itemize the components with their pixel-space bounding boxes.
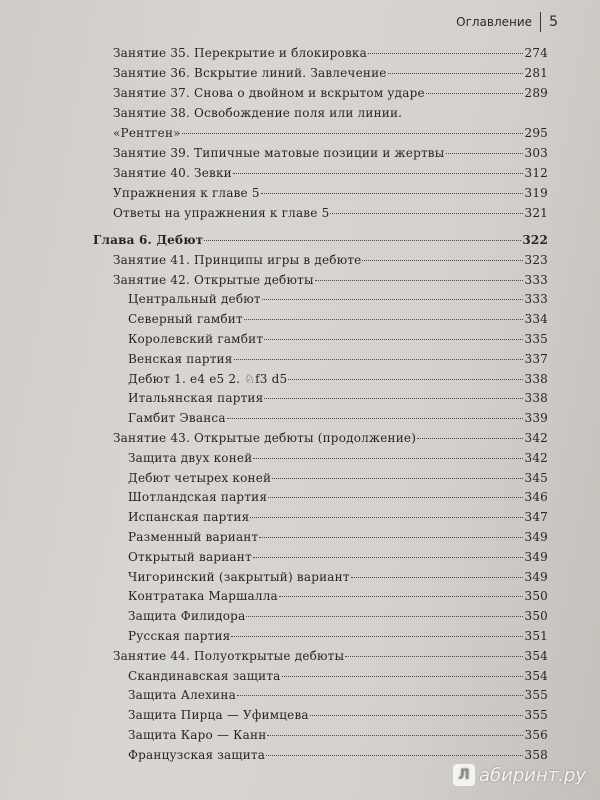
toc-entry-page: 345 <box>524 470 548 485</box>
toc-entry-title: Контратака Маршалла <box>128 589 278 604</box>
toc-entry-page: 312 <box>524 166 548 180</box>
toc-entry-title: Центральный дебют <box>128 292 261 307</box>
toc-entry-title: Занятие 37. Снова о двойном и вскрытом ударе <box>113 86 425 100</box>
toc-row <box>128 728 548 742</box>
dot-leader <box>237 694 524 696</box>
dot-leader <box>261 192 524 194</box>
toc-entry-page: 349 <box>524 530 548 544</box>
dot-leader <box>267 734 523 736</box>
dot-leader <box>250 516 523 518</box>
toc-entry-page: 338 <box>524 391 548 406</box>
toc-entry-page: 339 <box>524 411 548 426</box>
dot-leader <box>268 496 523 498</box>
toc-chapter-row <box>93 233 548 247</box>
toc-row <box>128 451 548 465</box>
toc-entry-page: 350 <box>524 589 548 604</box>
dot-leader <box>330 212 523 214</box>
toc-entry-page: 323 <box>524 252 548 267</box>
toc-entry-page: 349 <box>524 569 548 584</box>
toc-entry-page: 333 <box>524 292 548 307</box>
toc-row <box>128 292 548 306</box>
dot-leader <box>282 675 524 677</box>
toc-row <box>128 352 548 366</box>
toc-entry-page: 351 <box>524 629 548 643</box>
toc-entry-title: Чигоринский (закрытый) вариант <box>128 569 350 584</box>
toc-row <box>113 206 548 220</box>
toc-entry-title: Итальянская партия <box>128 391 264 406</box>
header-title: Оглавление <box>456 15 533 29</box>
toc-entry-title: Гамбит Эванса <box>128 411 226 426</box>
toc-entry-title: Занятие 42. Открытые дебюты <box>113 272 314 287</box>
toc-entry-title: Северный гамбит <box>128 312 243 327</box>
dot-leader <box>426 92 524 94</box>
toc-entry-page: 319 <box>524 186 548 200</box>
dot-leader <box>204 239 521 241</box>
toc-entry-title: Дебют четырех коней <box>128 470 272 485</box>
dot-leader <box>417 437 523 439</box>
dot-leader <box>244 318 524 320</box>
toc-row <box>128 570 548 584</box>
toc-entry-page: 354 <box>524 648 548 663</box>
toc-row <box>128 609 548 623</box>
toc-row <box>113 273 548 287</box>
toc-row <box>113 146 548 160</box>
toc-entry-title: Шотландская партия <box>128 490 268 505</box>
toc-entry-title: Дебют 1. e4 e5 2. ♘f3 d5 <box>128 371 288 386</box>
toc-entry-page: 334 <box>524 312 548 327</box>
toc-entry-title: Французская защита <box>128 747 266 762</box>
dot-leader <box>262 298 524 300</box>
dot-leader <box>234 358 524 360</box>
toc-entry-title: Защита Каро — Канн <box>128 728 267 742</box>
toc-entry-title: Открытый вариант <box>128 549 252 564</box>
toc-row <box>113 86 548 100</box>
toc-entry-page: 346 <box>524 490 548 505</box>
toc-entry-page: 354 <box>524 668 548 683</box>
toc-row <box>113 126 548 140</box>
toc-entry-title: Защита Филидора <box>128 609 246 624</box>
toc-entry-page: 321 <box>524 206 548 220</box>
dot-leader <box>288 378 523 380</box>
toc-row <box>113 649 548 663</box>
dot-leader <box>446 152 524 154</box>
toc-entry-title: Королевский гамбит <box>128 332 264 346</box>
dot-leader <box>253 556 524 558</box>
toc-entry-page: 295 <box>524 126 548 140</box>
dot-leader <box>264 397 523 399</box>
toc-entry-page: 333 <box>524 272 548 287</box>
toc-row <box>113 253 548 267</box>
toc-entry-page: 338 <box>524 371 548 386</box>
toc-row <box>128 748 548 762</box>
toc-entry-page: 355 <box>524 688 548 703</box>
labirint-logo-icon: Л <box>453 764 475 786</box>
dot-leader <box>259 536 523 538</box>
toc-row <box>113 46 548 60</box>
dot-leader <box>279 595 524 597</box>
toc-entry-page: 281 <box>524 66 548 80</box>
toc-row <box>128 411 548 425</box>
toc-entry-page: 335 <box>524 332 548 346</box>
toc-entry-page: 303 <box>524 146 548 160</box>
dot-leader <box>233 172 524 174</box>
toc-row <box>128 550 548 564</box>
toc-entry-page: 342 <box>524 450 548 465</box>
header-page-number: 5 <box>549 14 558 30</box>
toc-row <box>113 166 548 180</box>
labirint-watermark <box>453 764 586 786</box>
dot-leader <box>368 52 524 54</box>
dot-leader <box>253 457 523 459</box>
dot-leader <box>246 615 523 617</box>
toc-entry-page: 347 <box>524 510 548 525</box>
toc-row <box>113 431 548 445</box>
toc-entry-title: Занятие 39. Типичные матовые позиции и жертвы <box>113 146 445 160</box>
toc-entry-title: Упражнения к главе 5 <box>113 186 260 200</box>
toc-row <box>128 589 548 603</box>
toc-entry-title: Испанская партия <box>128 510 250 525</box>
toc-entry-page: 342 <box>524 431 548 445</box>
toc-row <box>128 510 548 524</box>
toc-entry-title: Защита двух коней <box>128 450 253 465</box>
toc-entry-page: 349 <box>524 549 548 564</box>
watermark-text: абиринт.ру <box>478 764 586 786</box>
dot-leader <box>231 635 523 637</box>
toc-row <box>128 332 548 346</box>
toc-entry-title: Защита Алехина <box>128 688 236 703</box>
toc-row <box>113 186 548 200</box>
toc-entry-title: Занятие 40. Зевки <box>113 166 232 180</box>
dot-leader <box>345 655 523 657</box>
toc-row <box>128 490 548 504</box>
toc-entry-title: Глава 6. Дебют <box>93 233 204 247</box>
toc-entry-title: Занятие 43. Открытые дебюты (продолжение) <box>113 431 417 445</box>
toc-entry-page: 289 <box>524 86 548 100</box>
toc-entry-title: Занятие 44. Полуоткрытые дебюты <box>113 648 345 663</box>
toc-row <box>128 372 548 386</box>
dot-leader <box>182 132 524 134</box>
toc-entry-page: 350 <box>524 609 548 624</box>
toc-entry-title: Занятие 35. Перекрытие и блокировка <box>113 46 367 60</box>
dot-leader <box>362 259 523 261</box>
toc-row <box>128 312 548 326</box>
toc-row <box>128 669 548 683</box>
toc-row <box>128 471 548 485</box>
toc-row <box>128 708 548 722</box>
dot-leader <box>266 754 523 756</box>
toc-entry-page: 355 <box>524 708 548 723</box>
toc-entry-title: Занятие 38. Освобождение поля или линии. <box>113 106 403 120</box>
toc-entry-title: Защита Пирца — Уфимцева <box>128 708 309 723</box>
toc-entry-title: Русская партия <box>128 629 231 643</box>
toc-entry-page: 356 <box>524 728 548 742</box>
toc-entry-title: «Рентген» <box>113 126 181 140</box>
toc-entry-page: 274 <box>524 46 548 60</box>
dot-leader <box>310 714 524 716</box>
toc-entry-title: Венская партия <box>128 351 233 366</box>
toc-row <box>113 66 548 80</box>
toc-entry-page: 322 <box>522 233 548 247</box>
dot-leader <box>351 576 524 578</box>
dot-leader <box>264 338 523 340</box>
dot-leader <box>388 72 524 74</box>
dot-leader <box>315 279 524 281</box>
toc-entry-page: 358 <box>524 747 548 762</box>
toc-entry-title: Скандинавская защита <box>128 668 281 683</box>
toc-row <box>128 629 548 643</box>
toc-entry-page: 337 <box>524 351 548 366</box>
toc-entry-title: Занятие 41. Принципы игры в дебюте <box>113 252 362 267</box>
toc-entry-title: Занятие 36. Вскрытие линий. Завлечение <box>113 66 387 80</box>
dot-leader <box>227 417 524 419</box>
toc-entry-title: Ответы на упражнения к главе 5 <box>113 206 330 220</box>
dot-leader <box>272 477 523 479</box>
toc-row <box>128 688 548 702</box>
toc-row <box>113 106 548 120</box>
toc-row <box>128 391 548 405</box>
toc-entry-title: Разменный вариант <box>128 530 259 544</box>
toc-row <box>128 530 548 544</box>
